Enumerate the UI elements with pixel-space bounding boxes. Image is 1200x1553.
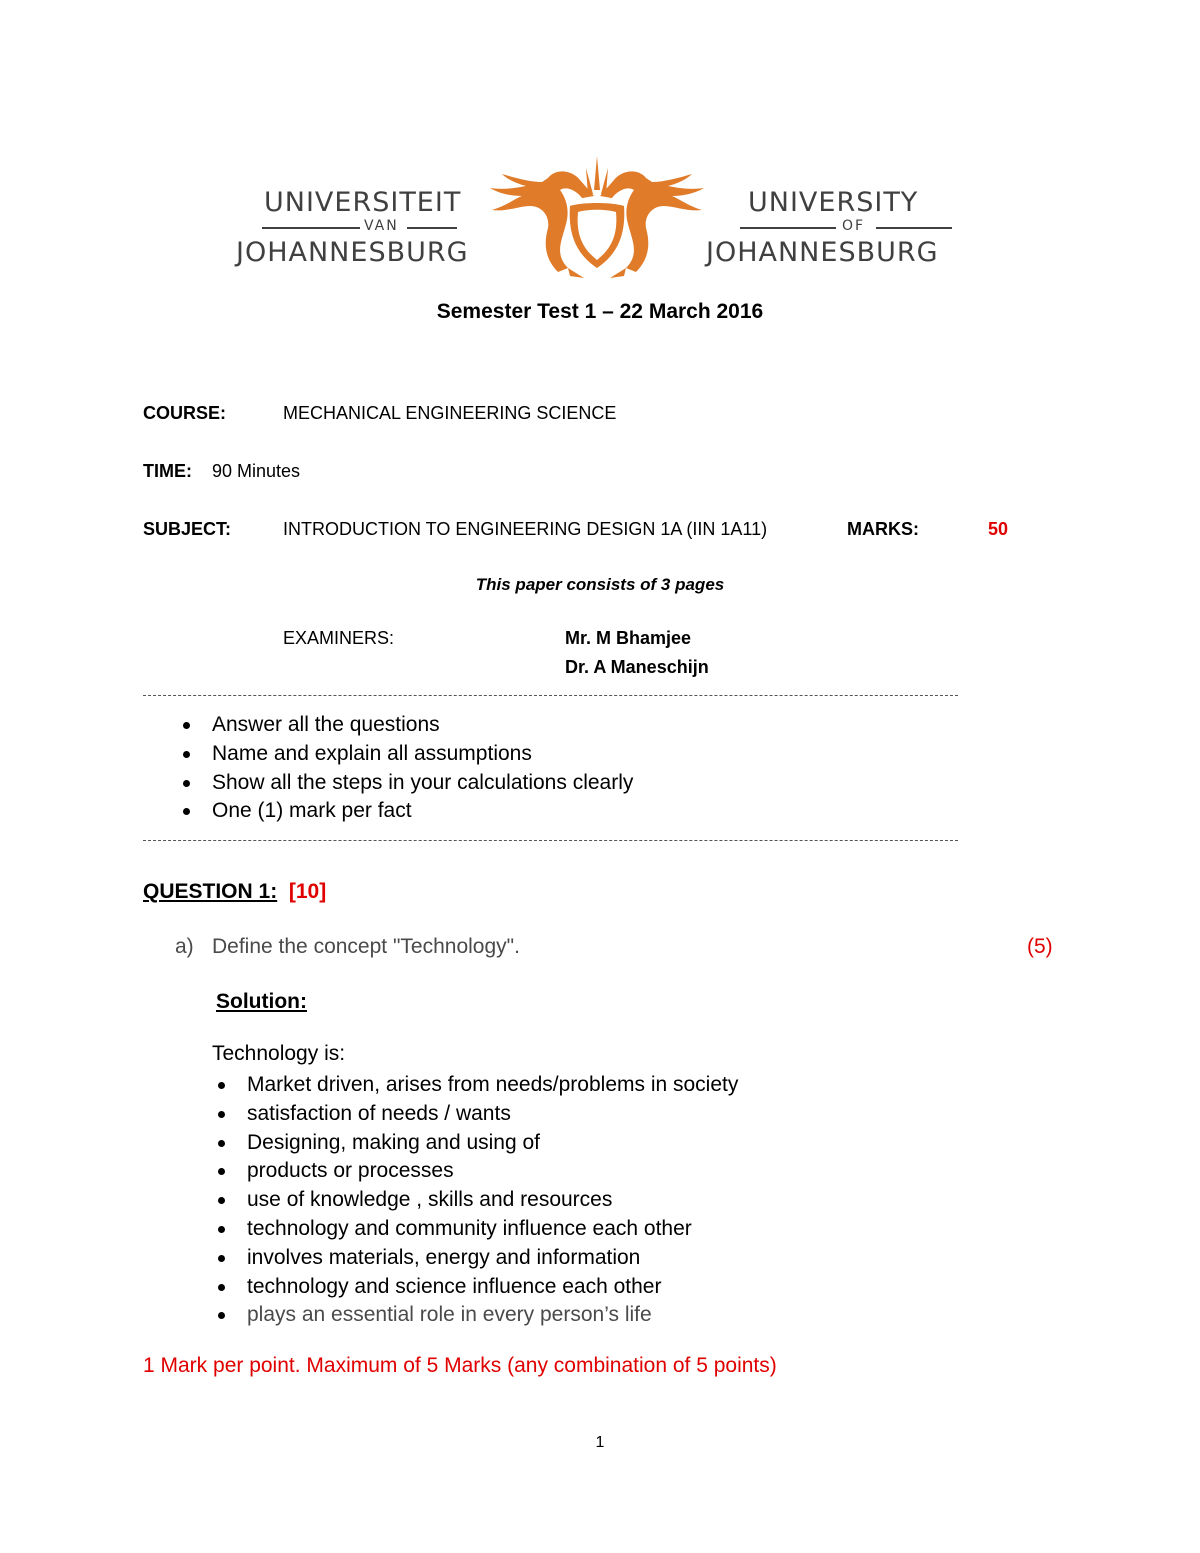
solution-point: technology and science influence each other	[247, 1273, 738, 1302]
logo-right-rule-left	[740, 227, 836, 229]
subject-value: INTRODUCTION TO ENGINEERING DESIGN 1A (IIN 1A11)	[283, 519, 768, 539]
marks-label: MARKS:	[847, 519, 919, 539]
instruction-item: Name and explain all assumptions	[212, 740, 633, 769]
bullet-icon	[218, 1168, 225, 1175]
question-heading	[143, 880, 326, 904]
hoopoe-emblem-icon	[486, 150, 708, 280]
total-marks-value: 50	[988, 519, 1009, 539]
part-a-marks: (5)	[1027, 935, 1053, 958]
bullet-icon	[218, 1255, 225, 1262]
question-number: QUESTION 1:	[143, 880, 278, 903]
logo-left-line2: VAN	[364, 218, 399, 234]
logo-left-rule-left	[262, 227, 360, 229]
solution-point: involves materials, energy and information	[247, 1244, 738, 1273]
part-a-letter: a)	[175, 935, 194, 958]
logo-right-line1: UNIVERSITY	[748, 187, 919, 218]
solution-point: technology and community influence each other	[247, 1215, 738, 1244]
solution-point: Designing, making and using of	[247, 1129, 738, 1158]
solution-point: use of knowledge , skills and resources	[247, 1186, 738, 1215]
logo-left-rule-right	[407, 227, 457, 229]
instruction-item: Answer all the questions	[212, 711, 633, 740]
solution-point: plays an essential role in every person’s life	[247, 1301, 738, 1330]
time-value: 90 Minutes	[212, 461, 301, 481]
logo-left-line3: JOHANNESBURG	[236, 237, 469, 268]
examiner-name-1: Mr. M Bhamjee	[565, 628, 692, 648]
instruction-item: Show all the steps in your calculations clearly	[212, 769, 633, 798]
bullet-icon	[218, 1197, 225, 1204]
question-marks: [10]	[288, 880, 327, 903]
examiners-label: EXAMINERS:	[283, 628, 395, 648]
bullet-icon	[218, 1312, 225, 1319]
bullet-icon	[218, 1140, 225, 1147]
bullet-icon	[218, 1111, 225, 1118]
instructions-list	[212, 711, 633, 826]
solution-point: Market driven, arises from needs/problems in society	[247, 1071, 738, 1100]
bullet-icon	[218, 1082, 225, 1089]
page-number: 1	[595, 1434, 605, 1451]
instruction-item: One (1) mark per fact	[212, 797, 633, 826]
logo-right-rule-right	[876, 227, 952, 229]
bullet-icon	[218, 1226, 225, 1233]
marking-note: 1 Mark per point. Maximum of 5 Marks (any combination of 5 points)	[143, 1354, 777, 1377]
logo-right-line3: JOHANNESBURG	[706, 237, 939, 268]
time-label: TIME:	[143, 461, 192, 481]
solution-point: satisfaction of needs / wants	[247, 1100, 738, 1129]
part-a-text: Define the concept "Technology".	[212, 935, 520, 958]
bullet-icon	[218, 1284, 225, 1291]
course-value: MECHANICAL ENGINEERING SCIENCE	[283, 403, 617, 423]
solution-points-list	[247, 1071, 738, 1330]
divider-bottom	[143, 840, 958, 841]
logo-left-line1: UNIVERSITEIT	[264, 187, 462, 218]
bullet-icon	[183, 751, 190, 758]
logo-right-line2: OF	[842, 218, 866, 234]
solution-point: products or processes	[247, 1157, 738, 1186]
solution-intro: Technology is:	[212, 1042, 346, 1065]
divider-top	[143, 695, 958, 696]
examiner-name-2: Dr. A Maneschijn	[565, 657, 709, 677]
bullet-icon	[183, 722, 190, 729]
bullet-icon	[183, 780, 190, 787]
solution-label: Solution:	[216, 990, 307, 1013]
page-title: Semester Test 1 – 22 March 2016	[436, 300, 764, 323]
pages-note: This paper consists of 3 pages	[475, 575, 725, 594]
course-label: COURSE:	[143, 403, 227, 423]
university-logo	[236, 150, 958, 280]
bullet-icon	[183, 808, 190, 815]
subject-label: SUBJECT:	[143, 519, 232, 539]
